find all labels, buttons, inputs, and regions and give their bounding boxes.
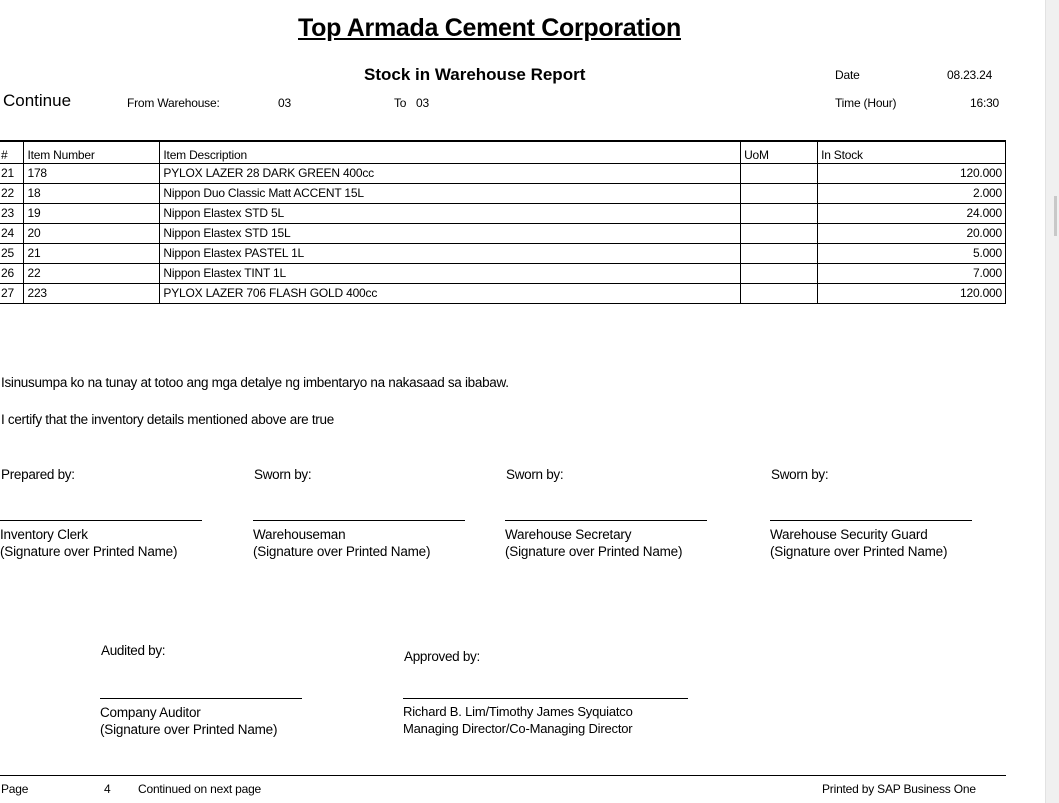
from-warehouse-label: From Warehouse: bbox=[127, 96, 220, 110]
item-number: 178 bbox=[24, 163, 160, 183]
approved-by-label: Approved by: bbox=[404, 649, 480, 664]
column-header: # bbox=[0, 141, 24, 163]
item-number: 20 bbox=[24, 223, 160, 243]
column-header: UoM bbox=[741, 141, 818, 163]
item-description: Nippon Duo Classic Matt ACCENT 15L bbox=[160, 183, 741, 203]
item-uom bbox=[741, 163, 818, 183]
item-in-stock: 120.000 bbox=[818, 283, 1006, 303]
date-label: Date bbox=[835, 68, 860, 82]
report-title: Stock in Warehouse Report bbox=[364, 65, 586, 84]
signature-block-warehouseman bbox=[253, 526, 430, 560]
table-row bbox=[0, 183, 1006, 203]
table-row bbox=[0, 243, 1006, 263]
signature-line bbox=[770, 520, 972, 521]
prepared-by-label: Prepared by: bbox=[1, 467, 75, 482]
signature-block-inventory-clerk bbox=[0, 526, 177, 560]
signature-line bbox=[100, 698, 302, 699]
row-number: 22 bbox=[0, 183, 24, 203]
item-number: 21 bbox=[24, 243, 160, 263]
time-value: 16:30 bbox=[970, 96, 1000, 110]
item-in-stock: 20.000 bbox=[818, 223, 1006, 243]
row-number: 26 bbox=[0, 263, 24, 283]
item-uom bbox=[741, 283, 818, 303]
date-value: 08.23.24 bbox=[947, 68, 993, 82]
page-number: 4 bbox=[104, 782, 111, 796]
sworn-by-label-1: Sworn by: bbox=[254, 467, 312, 482]
item-in-stock: 2.000 bbox=[818, 183, 1006, 203]
item-in-stock: 24.000 bbox=[818, 203, 1006, 223]
table-row bbox=[0, 203, 1006, 223]
certification-filipino: Isinusumpa ko na tunay at totoo ang mga detalye ng imbentaryo na nakasaad sa ibabaw. bbox=[1, 375, 509, 390]
sworn-by-label-2: Sworn by: bbox=[506, 467, 564, 482]
company-name: Top Armada Cement Corporation bbox=[298, 14, 681, 42]
item-in-stock: 5.000 bbox=[818, 243, 1006, 263]
item-uom bbox=[741, 263, 818, 283]
item-uom bbox=[741, 223, 818, 243]
item-description: Nippon Elastex PASTEL 1L bbox=[160, 243, 741, 263]
printed-by: Printed by SAP Business One bbox=[822, 782, 976, 796]
from-warehouse-value: 03 bbox=[278, 96, 291, 110]
signatory-role: Warehouse Security Guard bbox=[770, 527, 928, 542]
item-number: 18 bbox=[24, 183, 160, 203]
table-row bbox=[0, 163, 1006, 183]
signature-block-company-auditor bbox=[100, 704, 277, 738]
item-number: 19 bbox=[24, 203, 160, 223]
column-header: In Stock bbox=[818, 141, 1006, 163]
continued-note: Continued on next page bbox=[138, 782, 262, 796]
signature-line bbox=[505, 520, 707, 521]
item-description: PYLOX LAZER 706 FLASH GOLD 400cc bbox=[160, 283, 741, 303]
item-in-stock: 120.000 bbox=[818, 163, 1006, 183]
scroll-indicator[interactable] bbox=[1054, 196, 1057, 236]
table-header-row bbox=[0, 141, 1006, 163]
page-label: Page bbox=[1, 782, 29, 796]
signature-block-managing-director bbox=[403, 703, 633, 737]
table-row bbox=[0, 283, 1006, 303]
signatory-role: Warehouseman bbox=[253, 527, 346, 542]
item-description: Nippon Elastex STD 5L bbox=[160, 203, 741, 223]
item-description: PYLOX LAZER 28 DARK GREEN 400cc bbox=[160, 163, 741, 183]
vertical-scrollbar[interactable] bbox=[1045, 0, 1059, 803]
signatory-role: Company Auditor bbox=[100, 705, 201, 720]
item-number: 223 bbox=[24, 283, 160, 303]
signatory-note: (Signature over Printed Name) bbox=[505, 544, 683, 559]
item-description: Nippon Elastex STD 15L bbox=[160, 223, 741, 243]
stock-table bbox=[0, 140, 1006, 304]
item-uom bbox=[741, 183, 818, 203]
continue-label: Continue bbox=[3, 91, 72, 110]
row-number: 23 bbox=[0, 203, 24, 223]
to-label: To bbox=[394, 96, 407, 110]
table-row bbox=[0, 263, 1006, 283]
item-description: Nippon Elastex TINT 1L bbox=[160, 263, 741, 283]
certification-english: I certify that the inventory details mentioned above are true bbox=[1, 412, 334, 427]
signatory-role: Richard B. Lim/Timothy James Syquiatco bbox=[403, 704, 633, 719]
signatory-note: Managing Director/Co-Managing Director bbox=[403, 721, 633, 736]
item-in-stock: 7.000 bbox=[818, 263, 1006, 283]
row-number: 24 bbox=[0, 223, 24, 243]
row-number: 27 bbox=[0, 283, 24, 303]
audited-by-label: Audited by: bbox=[101, 643, 166, 658]
signatory-note: (Signature over Printed Name) bbox=[770, 544, 948, 559]
signature-line bbox=[0, 520, 202, 521]
row-number: 25 bbox=[0, 243, 24, 263]
signature-block-security-guard bbox=[770, 526, 947, 560]
item-number: 22 bbox=[24, 263, 160, 283]
signatory-role: Inventory Clerk bbox=[0, 527, 88, 542]
to-value: 03 bbox=[416, 96, 429, 110]
column-header: Item Description bbox=[160, 141, 741, 163]
signatory-note: (Signature over Printed Name) bbox=[0, 544, 178, 559]
signatory-note: (Signature over Printed Name) bbox=[253, 544, 431, 559]
time-label: Time (Hour) bbox=[835, 96, 897, 110]
item-uom bbox=[741, 203, 818, 223]
footer-rule bbox=[0, 775, 1006, 776]
table-row bbox=[0, 223, 1006, 243]
signatory-role: Warehouse Secretary bbox=[505, 527, 632, 542]
signature-block-warehouse-secretary bbox=[505, 526, 682, 560]
signatory-note: (Signature over Printed Name) bbox=[100, 722, 278, 737]
item-uom bbox=[741, 243, 818, 263]
signature-line bbox=[403, 698, 688, 699]
signature-line bbox=[253, 520, 465, 521]
sworn-by-label-3: Sworn by: bbox=[771, 467, 829, 482]
column-header: Item Number bbox=[24, 141, 160, 163]
row-number: 21 bbox=[0, 163, 24, 183]
